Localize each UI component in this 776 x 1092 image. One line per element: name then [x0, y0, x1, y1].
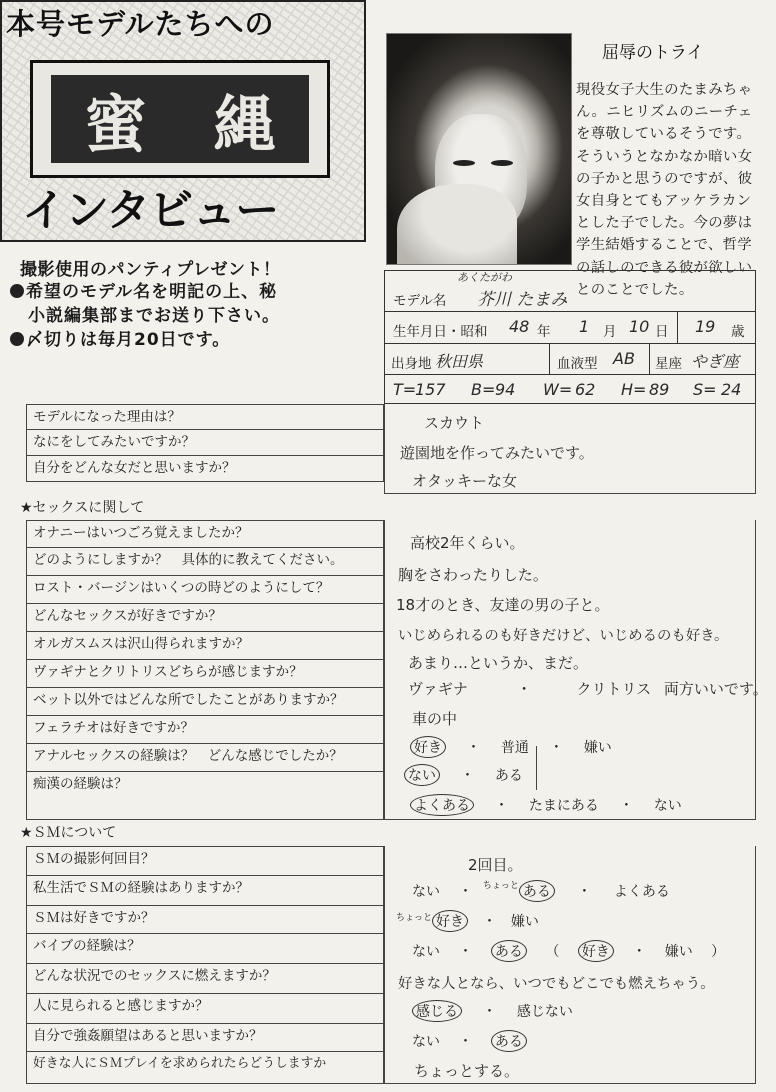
- option-selected: 好き: [432, 910, 468, 932]
- model-info-table: [384, 270, 756, 404]
- birth-label: 生年月日・昭和: [393, 324, 488, 340]
- bust: 94: [495, 380, 516, 399]
- question-row: オルガスムスは沢山得られますか？: [26, 632, 384, 660]
- question-row: どんな状況でのセックスに燃えますか？: [26, 964, 384, 994]
- choice-row: [396, 910, 539, 932]
- answer-text: 好きな人となら、いつでもどこでも燃えちゃう。: [398, 976, 715, 992]
- age-unit: 歳: [731, 324, 745, 340]
- divider: [536, 746, 537, 790]
- question-row: ＳＭは好きですか？: [26, 906, 384, 934]
- question-row: オナニーはいつごろ覚えましたか？: [26, 520, 384, 548]
- option-separator: ・: [549, 740, 564, 756]
- question-row: 自分をどんな女だと思いますか？: [26, 456, 384, 482]
- present-line-1-text: 希望のモデル名を明記の上、秘: [26, 282, 278, 302]
- answer-note: ちょっと: [482, 881, 519, 891]
- answer-text: 18才のとき、友達の男の子と。: [396, 596, 610, 614]
- section-title-sex: ★セックスに関して: [20, 500, 145, 516]
- birth-month: 1: [579, 317, 590, 336]
- age: 19: [695, 317, 716, 336]
- intro-text: 現役女子大生のたまみちゃん。ニヒリズムのニーチェを尊敬しているそうです。そういうとなかなか暗い女の子かと思うのですが、彼女自身とてもアッケラカンとした子でした。今の夢は学生結婚することで、哲学の話しのできる彼が欲しいとのことでした。: [576, 82, 753, 298]
- question-row: どのようにしますか？ 具体的に教えてください。: [26, 548, 384, 576]
- option-separator: ・: [516, 680, 532, 698]
- option-separator: ・: [619, 798, 634, 814]
- shoe-label: S=: [693, 380, 717, 399]
- option-selected: ある: [519, 880, 555, 902]
- model-photo: [386, 33, 572, 265]
- option-selected: よくある: [410, 794, 474, 816]
- answer-text: 車の中: [412, 710, 458, 728]
- photo-eye-left: [453, 160, 475, 166]
- choice-row: [412, 880, 670, 902]
- present-line-3-text: 〆切りは毎月20日です。: [26, 330, 231, 350]
- header-title-right: 縄: [213, 87, 276, 161]
- option-separator: ・: [482, 914, 497, 930]
- option: 嫌い: [583, 740, 612, 756]
- divider: [649, 344, 650, 374]
- present-notice: [10, 255, 370, 357]
- question-row: 好きな人にＳＭプレイを求められたらどうしますか: [26, 1052, 384, 1084]
- star-sign: やぎ座: [691, 352, 740, 371]
- choice-row: [412, 1000, 573, 1022]
- option-separator: ・: [458, 1034, 473, 1050]
- option-selected: ある: [491, 1030, 527, 1052]
- question-row: バイブの経験は？: [26, 934, 384, 964]
- header-title-block: [51, 75, 309, 163]
- question-row: ロスト・バージンはいくつの時どのようにして？: [26, 576, 384, 604]
- answer-text: 遊園地を作ってみたいです。: [400, 444, 594, 462]
- option-separator: ・: [632, 944, 647, 960]
- answer-text: 2回目。: [468, 856, 523, 874]
- blood-type: AB: [613, 349, 635, 368]
- bust-label: B=: [471, 380, 496, 399]
- photo-hand: [397, 184, 517, 265]
- option-separator: ・: [460, 768, 475, 784]
- row-origin: [385, 344, 755, 375]
- waist: 62: [575, 380, 596, 399]
- present-line-2: 小説編集部までお送り下さい。: [28, 306, 280, 326]
- question-row: ＳＭの撮影何回目？: [26, 846, 384, 876]
- name-label: モデル名: [393, 293, 447, 309]
- option: ない: [412, 884, 440, 900]
- question-row: モデルになった理由は？: [26, 404, 384, 430]
- question-row: 私生活でＳＭの経験はありますか？: [26, 876, 384, 906]
- birth-day: 10: [629, 317, 650, 336]
- option: よくある: [613, 884, 670, 900]
- height: 157: [415, 380, 446, 399]
- option: ない: [412, 1034, 440, 1050]
- option-separator: ・: [458, 944, 473, 960]
- paren-close: ）: [711, 944, 726, 960]
- answer-text: スカウト: [424, 414, 485, 432]
- answer-text: 胸をさわったりした。: [398, 566, 548, 584]
- choice-row: [404, 764, 523, 786]
- home-label: 出身地: [391, 356, 432, 372]
- question-row: 人に見られると感じますか？: [26, 994, 384, 1024]
- answer-text: いじめられるのも好きだけど、いじめるのも好き。: [398, 628, 729, 644]
- question-row: アナルセックスの経験は？ どんな感じでしたか？: [26, 744, 384, 772]
- option: ある: [494, 768, 523, 784]
- option-selected: 好き: [578, 940, 614, 962]
- answer-text: あまり…というか、まだ。: [408, 654, 589, 672]
- row-birth: [385, 312, 755, 344]
- option-selected: ある: [491, 940, 527, 962]
- choice-row: [410, 736, 612, 758]
- interview-header: [0, 0, 366, 242]
- divider: [549, 344, 550, 374]
- header-top-text: 本号モデルたちへの: [6, 7, 275, 41]
- header-title-frame: [30, 60, 330, 178]
- present-line-3: [10, 328, 370, 352]
- present-line-1: [10, 280, 370, 304]
- blood-label: 血液型: [557, 356, 598, 372]
- option: たまにある: [528, 798, 599, 814]
- question-row: なにをしてみたいですか？: [26, 430, 384, 456]
- answer-note: ちょっと: [396, 913, 433, 923]
- option-selected: ない: [404, 764, 440, 786]
- answer-text: [408, 678, 768, 699]
- shoe: 24: [721, 380, 742, 399]
- option-clitoris: クリトリス: [576, 680, 652, 698]
- option: 嫌い: [664, 944, 693, 960]
- birth-era-year: 48: [509, 317, 530, 336]
- option-separator: ・: [577, 884, 592, 900]
- bullet-icon: [10, 284, 24, 298]
- waist-label: W=: [543, 380, 573, 399]
- answer-text: オタッキーな女: [412, 472, 518, 490]
- choice-row: [412, 1030, 527, 1052]
- month-unit: 月: [603, 324, 617, 340]
- home: 秋田県: [435, 352, 484, 371]
- option: ない: [412, 944, 440, 960]
- name-furigana: あくたがわ: [457, 271, 512, 284]
- star-label: 星座: [655, 356, 682, 372]
- option: 嫌い: [510, 914, 539, 930]
- option: 感じない: [516, 1004, 573, 1020]
- option: 普通: [500, 740, 529, 756]
- present-title: 撮影使用のパンティプレゼント！: [20, 260, 281, 280]
- model-name: 芥川 たまみ: [477, 290, 568, 310]
- photo-eye-right: [491, 160, 513, 166]
- header-subtitle: インタビュー: [22, 185, 279, 236]
- divider: [677, 312, 678, 343]
- header-title-left: 蜜: [84, 87, 147, 161]
- year-unit: 年: [537, 324, 551, 340]
- option-selected: 感じる: [412, 1000, 462, 1022]
- intro-title: 屈辱のトライ: [602, 43, 704, 63]
- question-row: ベット以外ではどんな所でしたことがありますか？: [26, 688, 384, 716]
- hip: 89: [649, 380, 670, 399]
- row-name: [385, 271, 755, 312]
- height-label: T=: [393, 380, 417, 399]
- hip-label: H=: [621, 380, 647, 399]
- option-separator: ・: [466, 740, 481, 756]
- option-separator: ・: [482, 1004, 497, 1020]
- day-unit: 日: [655, 324, 669, 340]
- question-row: どんなセックスが好きですか？: [26, 604, 384, 632]
- answer-note: 両方いいです。: [663, 680, 768, 698]
- option-separator: ・: [458, 884, 473, 900]
- option: ない: [653, 798, 682, 814]
- row-measurements: [385, 375, 755, 405]
- question-row: フェラチオは好きですか？: [26, 716, 384, 744]
- choice-row: [412, 940, 725, 962]
- paren-open: （: [545, 944, 560, 960]
- question-row: ヴァギナとクリトリスどちらが感じますか？: [26, 660, 384, 688]
- question-row: 自分で強姦願望はあると思いますか？: [26, 1024, 384, 1052]
- option-vagina: ヴァギナ: [408, 680, 468, 698]
- option-separator: ・: [494, 798, 509, 814]
- answer-text: ちょっとする。: [414, 1062, 520, 1080]
- choice-row: [410, 794, 682, 816]
- answer-text: 高校2年くらい。: [410, 534, 525, 552]
- bullet-icon: [10, 332, 24, 346]
- question-row: 痴漢の経験は？: [26, 772, 384, 820]
- option-selected: 好き: [410, 736, 446, 758]
- section-title-sm: ★ＳＭについて: [20, 825, 117, 841]
